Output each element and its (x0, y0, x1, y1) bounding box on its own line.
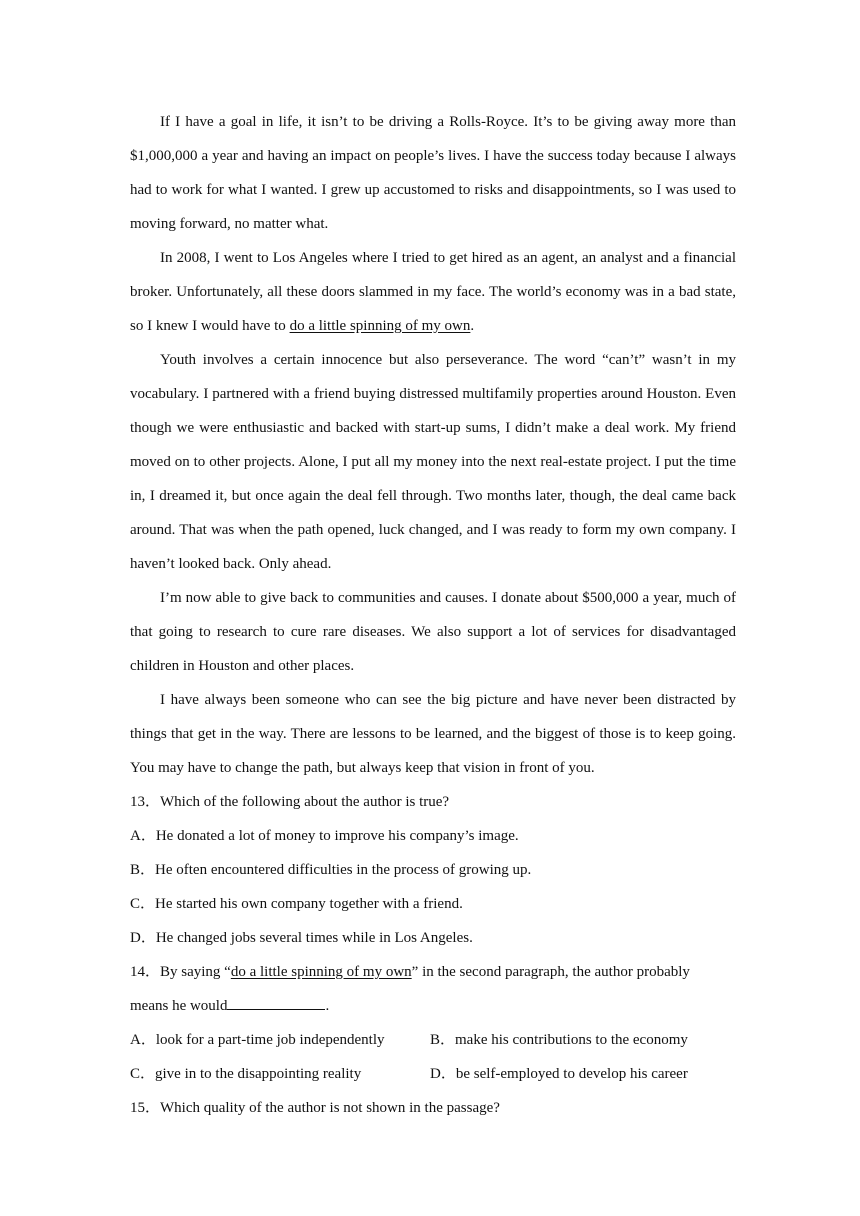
q14-stem-rest: ” in the second paragraph, the author probably (411, 964, 690, 980)
passage-paragraph-3: Youth involves a certain innocence but also perseverance. The word “can’t” wasn’t in my vocabulary. I partnered with a friend buying distressed multifamily properties around Houston. Even though we were enthusiastic and backed with start-up sums, I didn’t make a deal work. My friend moved on to other projects. Alone, I put all my money into the next real-estate project. I put the time in, I dreamed it, but once again the deal fell through. Two months later, though, the deal came back around. That was when the path opened, luck changed, and I was ready to form my own company. I haven’t looked back. Only ahead. (130, 352, 736, 572)
question-14-option-b: B．make his contributions to the economy (430, 1032, 688, 1048)
question-14-stem (130, 955, 736, 989)
question-14-stem-line-2 (130, 989, 736, 1023)
question-14-options-row-2 (130, 1057, 736, 1091)
underlined-phrase: do a little spinning of my own (289, 318, 471, 334)
q14-stem-start: 14．By saying “ (130, 964, 231, 980)
question-14-option-a: A．look for a part-time job independently (130, 1032, 385, 1048)
question-13-option-c: C．He started his own company together with a friend. (130, 896, 463, 912)
q14-underlined-phrase: do a little spinning of my own (230, 964, 412, 980)
question-14-options-row-1 (130, 1023, 736, 1057)
passage-paragraph-1: If I have a goal in life, it isn’t to be driving a Rolls-Royce. It’s to be giving away more than $1,000,000 a year and having an impact on people’s lives. I have the success today because I always had to work for what I wanted. I grew up accustomed to risks and disappointments, so I was used to moving forward, no matter what. (130, 114, 736, 232)
passage-paragraph-2 (130, 241, 736, 343)
document-page (130, 105, 736, 1125)
paragraph-2-end: . (470, 318, 475, 334)
question-13-stem: 13．Which of the following about the author is true? (130, 794, 450, 810)
q14-stem-line2-text: means he would (130, 998, 228, 1014)
paragraph-2-text: In 2008, I went to Los Angeles where I tried to get hired as an agent, an analyst and a financial broker. Unfortunately, all these doors slammed in my face. The world’s economy was in a bad state, so I knew I would have to (130, 250, 736, 334)
question-14-option-c: C．give in to the disappointing reality (130, 1066, 362, 1082)
question-14-option-d: D．be self-employed to develop his career (430, 1066, 688, 1082)
question-13-option-a: A．He donated a lot of money to improve his company’s image. (130, 828, 519, 844)
answer-blank (227, 995, 325, 1010)
question-13-option-b: B．He often encountered difficulties in the process of growing up. (130, 862, 532, 878)
question-13-option-d: D．He changed jobs several times while in Los Angeles. (130, 930, 473, 946)
q14-stem-period: . (325, 998, 330, 1014)
passage-paragraph-5: I have always been someone who can see the big picture and have never been distracted by things that get in the way. There are lessons to be learned, and the biggest of those is to keep going. You may have to change the path, but always keep that vision in front of you. (130, 692, 736, 776)
passage-paragraph-4: I’m now able to give back to communities and causes. I donate about $500,000 a year, much of that going to research to cure rare diseases. We also support a lot of services for disadvantaged children in Houston and other places. (130, 590, 736, 674)
question-15-stem: 15．Which quality of the author is not shown in the passage? (130, 1100, 500, 1116)
